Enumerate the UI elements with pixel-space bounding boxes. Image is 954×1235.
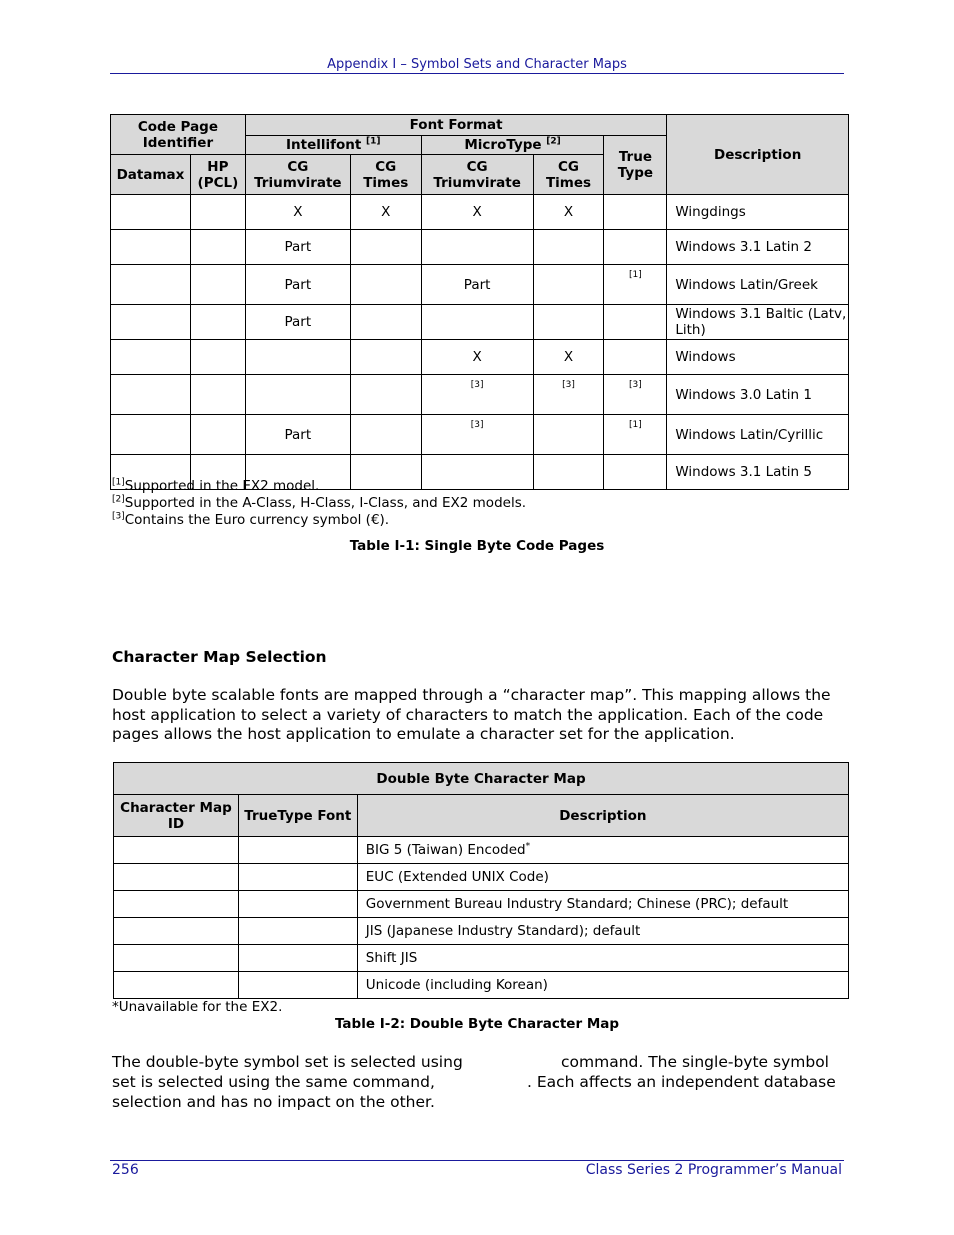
row-description: Windows Latin/Greek <box>667 265 849 305</box>
row-description: Wingdings <box>667 195 849 230</box>
header-microtype: MicroType [2] <box>421 136 604 155</box>
table-title: Double Byte Character Map <box>114 763 849 795</box>
footer-rule <box>110 1160 844 1161</box>
page-number: 256 <box>112 1162 139 1178</box>
table-caption: Table I-1: Single Byte Code Pages <box>349 538 605 554</box>
header-cg-times: CG Times <box>533 155 604 195</box>
table-caption: Table I-2: Double Byte Character Map <box>334 1016 620 1032</box>
closing-text: command. The single-byte symbol <box>561 1053 829 1071</box>
table-row: Part Windows 3.1 Baltic (Latv, Lith) <box>111 305 849 340</box>
footnote: [3]Contains the Euro currency symbol (€). <box>112 511 390 528</box>
footnote-ref: [3] <box>421 375 533 415</box>
closing-text: set is selected using the same command, <box>112 1073 435 1091</box>
header-cg-times: CG Times <box>350 155 421 195</box>
table-row <box>114 972 849 999</box>
table-row: Part Windows 3.1 Latin 2 <box>111 230 849 265</box>
row-description: Government Bureau Industry Standard; Chinese (PRC); default <box>357 891 848 918</box>
header-code-page-identifier: Code Page Identifier <box>111 115 246 155</box>
header-datamax: Datamax <box>111 155 191 195</box>
header-font-format: Font Format <box>245 115 666 136</box>
footnote: [1]Supported in the EX2 model. <box>112 477 320 494</box>
row-description: Shift JIS <box>357 945 848 972</box>
header-cg-triumvirate: CG Triumvirate <box>245 155 350 195</box>
closing-text: selection and has no impact on the other. <box>112 1093 435 1111</box>
table-row <box>114 864 849 891</box>
table-row: X X Windows <box>111 340 849 375</box>
single-byte-code-pages-table <box>110 114 849 490</box>
closing-text: . Each affects an independent database <box>527 1073 836 1091</box>
footnote-ref: [1] <box>604 265 667 305</box>
row-description: BIG 5 (Taiwan) Encoded* <box>357 837 848 864</box>
header-description: Description <box>667 115 849 195</box>
section-heading: Character Map Selection <box>112 648 327 666</box>
row-description: EUC (Extended UNIX Code) <box>357 864 848 891</box>
row-description: Windows 3.1 Latin 2 <box>667 230 849 265</box>
table-row <box>114 837 849 864</box>
row-description: JIS (Japanese Industry Standard); default <box>357 918 848 945</box>
table-row: Part Part [1] Windows Latin/Greek <box>111 265 849 305</box>
table-row <box>114 918 849 945</box>
footnote: *Unavailable for the EX2. <box>112 999 283 1015</box>
footnote-ref: [1] <box>604 415 667 455</box>
header-rule <box>110 73 844 74</box>
running-header: Appendix I – Symbol Sets and Character Maps <box>327 57 627 72</box>
header-hp-pcl: HP (PCL) <box>190 155 245 195</box>
footnote-ref: [3] <box>604 375 667 415</box>
header-intellifont: Intellifont [1] <box>245 136 421 155</box>
row-description: Windows 3.0 Latin 1 <box>667 375 849 415</box>
header-true-type: True Type <box>604 136 667 195</box>
closing-text: The double-byte symbol set is selected using <box>112 1053 463 1071</box>
header-truetype-font: TrueType Font <box>238 795 357 837</box>
table-row: Part [3] [1] Windows Latin/Cyrillic <box>111 415 849 455</box>
section-paragraph: Double byte scalable fonts are mapped through a “character map”. This mapping allows the host application to select a variety of characters to match the application. Each of the code pages allows the host application to emulate a character set for the application. <box>112 686 831 743</box>
table-row: X X X X Wingdings <box>111 195 849 230</box>
row-description: Unicode (including Korean) <box>357 972 848 999</box>
double-byte-character-map-table <box>113 762 849 999</box>
row-description: Windows <box>667 340 849 375</box>
footer-title: Class Series 2 Programmer’s Manual <box>585 1162 842 1178</box>
header-character-map-id: Character Map ID <box>114 795 239 837</box>
table-row <box>111 375 849 415</box>
footnote: [2]Supported in the A-Class, H-Class, I-Class, and EX2 models. <box>112 494 527 511</box>
table-row <box>114 945 849 972</box>
table-row <box>114 891 849 918</box>
footnote-ref: [3] <box>533 375 604 415</box>
row-description: Windows 3.1 Baltic (Latv, Lith) <box>667 305 849 340</box>
footnote-ref: [3] <box>421 415 533 455</box>
row-description: Windows 3.1 Latin 5 <box>667 455 849 490</box>
row-description: Windows Latin/Cyrillic <box>667 415 849 455</box>
header-description: Description <box>357 795 848 837</box>
header-cg-triumvirate: CG Triumvirate <box>421 155 533 195</box>
